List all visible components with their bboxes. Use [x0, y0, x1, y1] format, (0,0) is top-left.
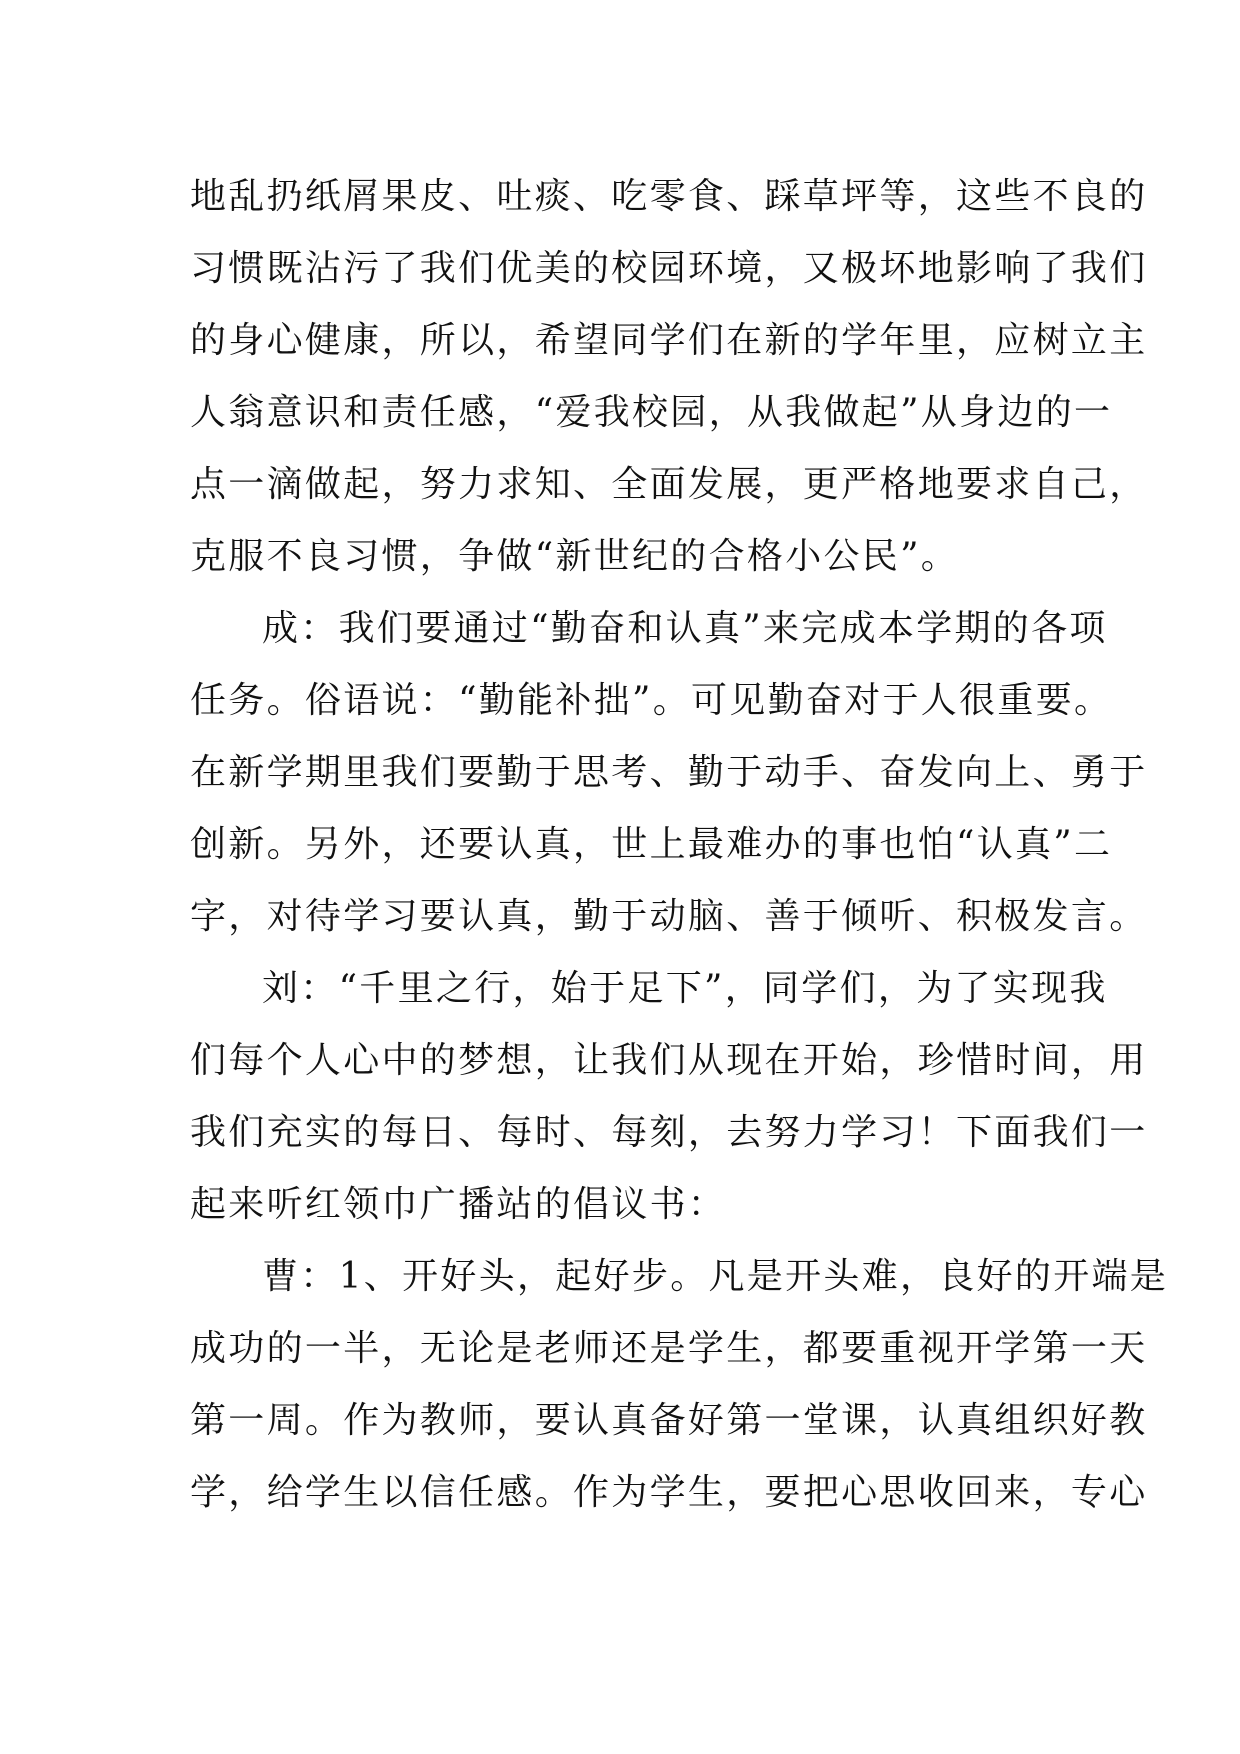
text-line-3: 的身心健康，所以，希望同学们在新的学年里，应树立主	[190, 320, 1148, 361]
text-line-6: 克服不良习惯，争做“新世纪的合格小公民”。	[190, 536, 960, 577]
paragraph-liu-first-line: 刘：“千里之行，始于足下”，同学们，为了实现我	[262, 968, 1108, 1009]
text-line-15: 起来听红领巾广播站的倡议书：	[190, 1184, 727, 1225]
text-line-18: 第一周。作为教师，要认真备好第一堂课，认真组织好教	[190, 1400, 1148, 1441]
text-line-8: 任务。俗语说：“勤能补拙”。可见勤奋对于人很重要。	[190, 680, 1113, 721]
text-line-14: 我们充实的每日、每时、每刻，去努力学习！下面我们一	[190, 1112, 1148, 1153]
text-line-11: 字，对待学习要认真，勤于动脑、善于倾听、积极发言。	[190, 896, 1148, 937]
text-line-9: 在新学期里我们要勤于思考、勤于动手、奋发向上、勇于	[190, 752, 1148, 793]
text-line-17: 成功的一半，无论是老师还是学生，都要重视开学第一天	[190, 1328, 1148, 1369]
text-line-19: 学，给学生以信任感。作为学生，要把心思收回来，专心	[190, 1472, 1148, 1513]
paragraph-cao-first-line: 曹：1、开好头，起好步。凡是开头难，良好的开端是	[262, 1256, 1169, 1297]
text-line-4: 人翁意识和责任感，“爱我校园，从我做起”从身边的一	[190, 392, 1113, 433]
text-line-1: 地乱扔纸屑果皮、吐痰、吃零食、踩草坪等，这些不良的	[190, 176, 1148, 217]
paragraph-cheng-first-line: 成：我们要通过“勤奋和认真”来完成本学期的各项	[262, 608, 1108, 649]
text-line-13: 们每个人心中的梦想，让我们从现在开始，珍惜时间，用	[190, 1040, 1148, 1081]
text-line-2: 习惯既沾污了我们优美的校园环境，又极坏地影响了我们	[190, 248, 1148, 289]
text-line-10: 创新。另外，还要认真，世上最难办的事也怕“认真”二	[190, 824, 1113, 865]
text-line-5: 点一滴做起，努力求知、全面发展，更严格地要求自己，	[190, 464, 1148, 505]
